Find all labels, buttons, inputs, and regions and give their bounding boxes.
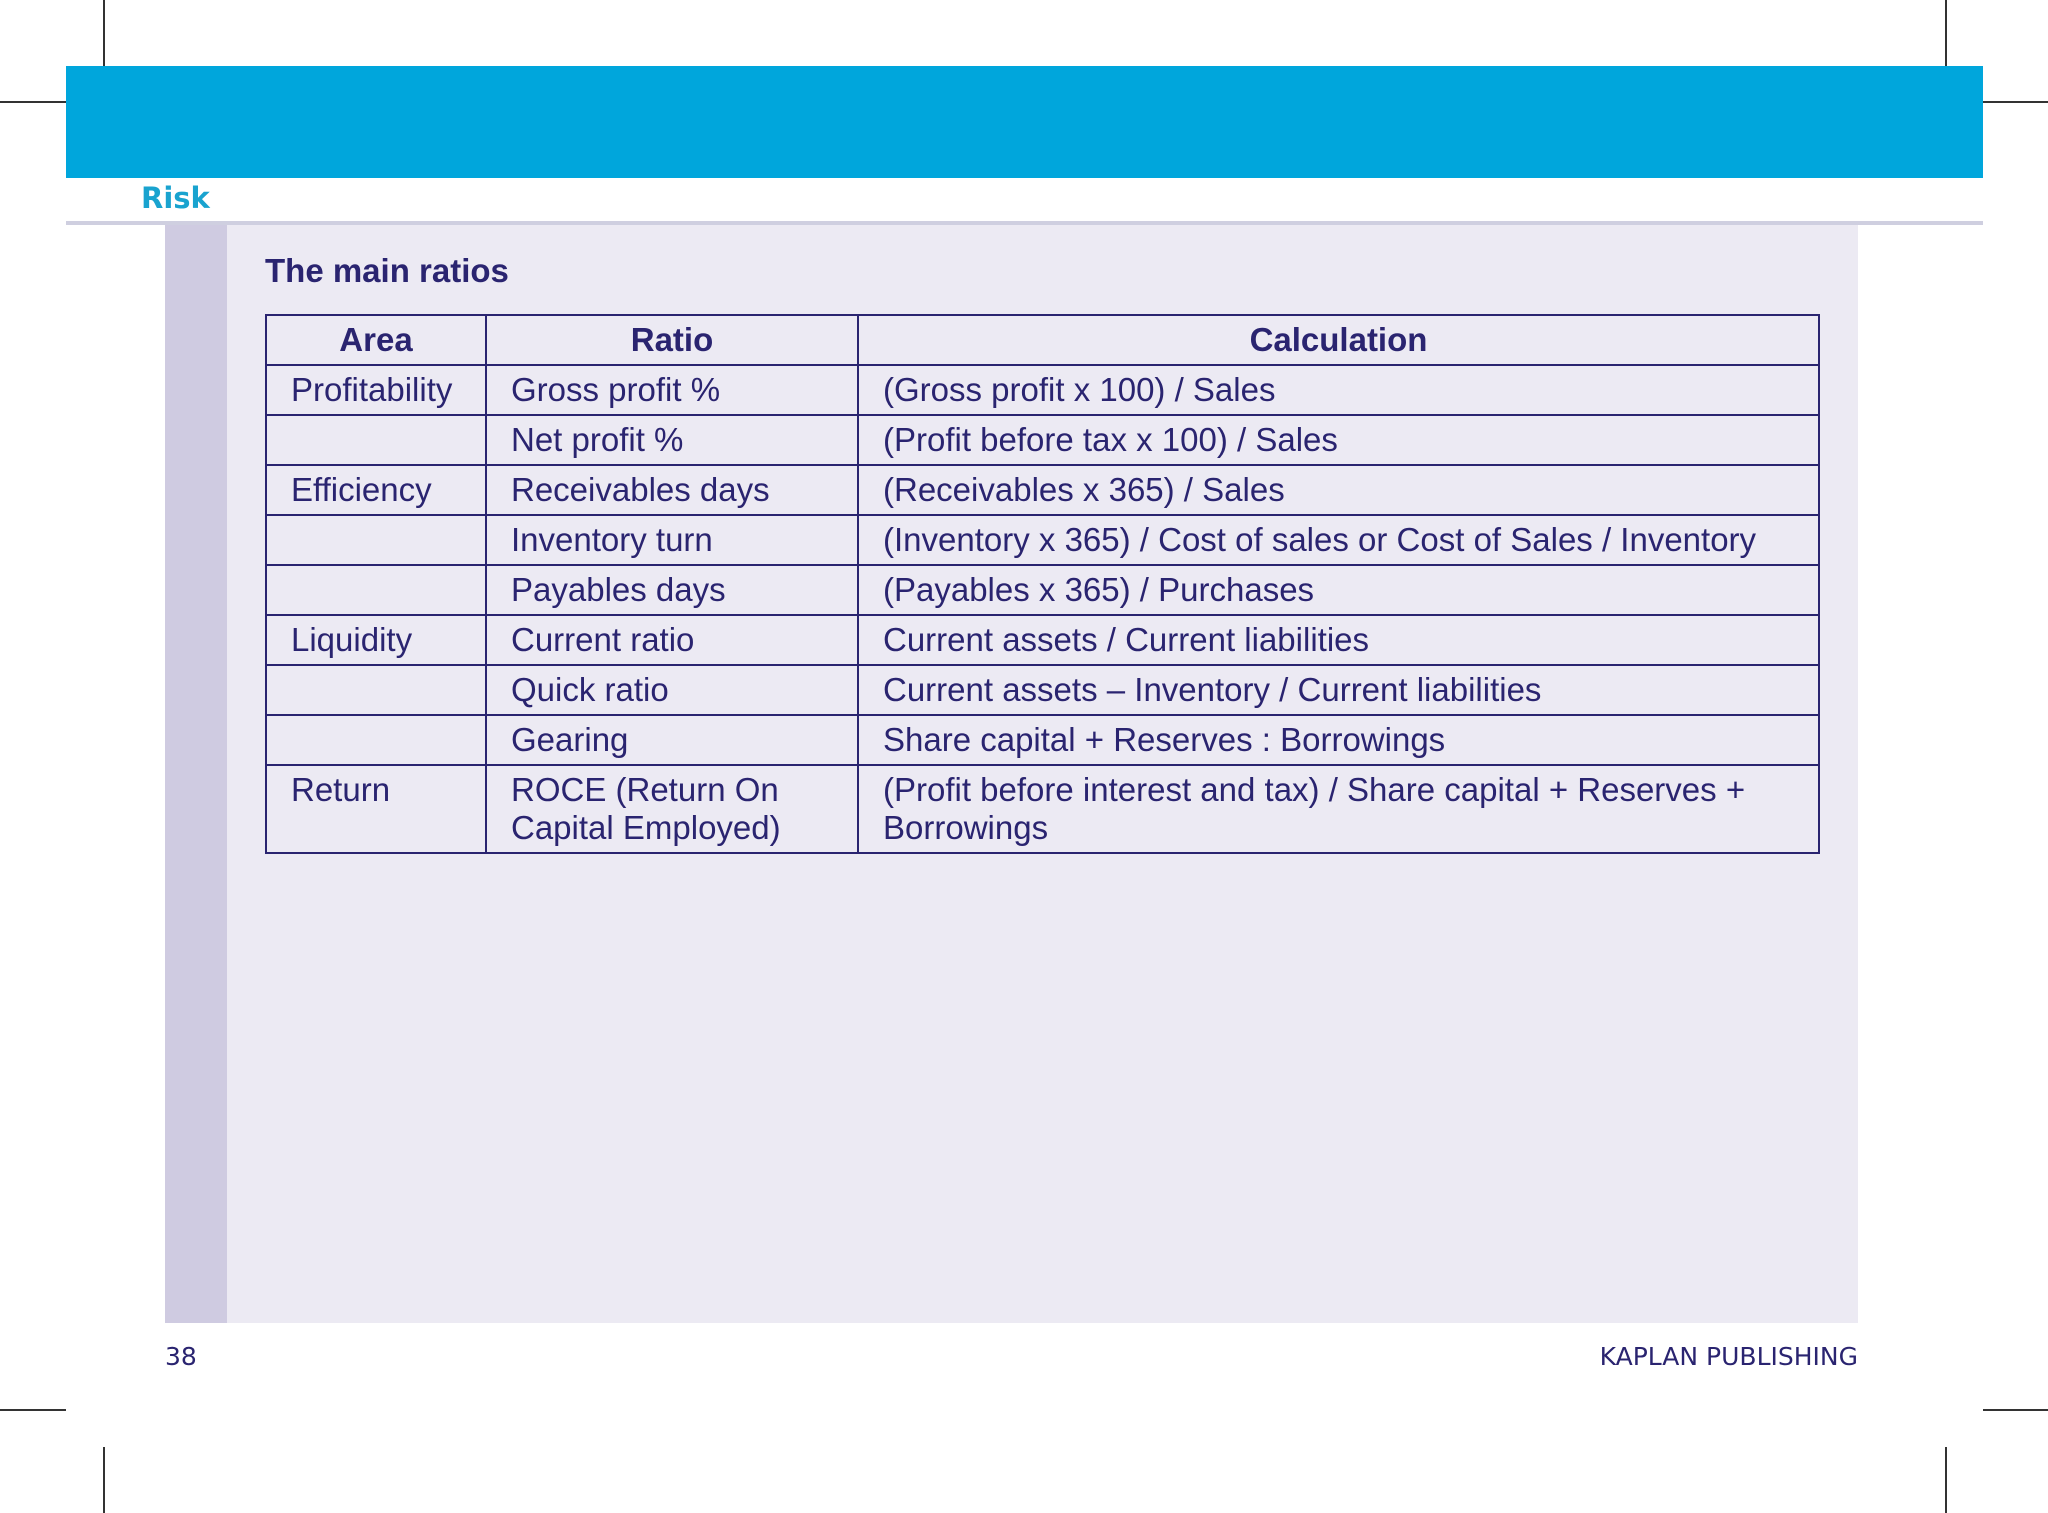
panel-title: The main ratios — [265, 252, 509, 289]
column-header-area: Area — [266, 315, 486, 365]
ratio-cell: Inventory turn — [486, 515, 858, 565]
table-row — [266, 465, 1819, 515]
ratios-table — [265, 314, 1820, 854]
crop-mark-bottom-right-horizontal — [1983, 1409, 2048, 1411]
area-cell — [266, 665, 486, 715]
crop-mark-top-right-vertical — [1945, 0, 1947, 66]
area-cell: Return — [266, 765, 486, 853]
crop-mark-top-left-vertical — [103, 0, 105, 66]
calculation-cell: Current assets – Inventory / Current liabilities — [858, 665, 1819, 715]
ratio-cell: Receivables days — [486, 465, 858, 515]
crop-mark-bottom-right-vertical — [1945, 1447, 1947, 1513]
ratio-cell: Current ratio — [486, 615, 858, 665]
table-row — [266, 565, 1819, 615]
calculation-cell: Current assets / Current liabilities — [858, 615, 1819, 665]
table-row — [266, 765, 1819, 853]
area-cell — [266, 715, 486, 765]
calculation-cell: (Payables x 365) / Purchases — [858, 565, 1819, 615]
ratio-cell: Payables days — [486, 565, 858, 615]
table-row — [266, 715, 1819, 765]
column-header-calculation: Calculation — [858, 315, 1819, 365]
calculation-cell: Share capital + Reserves : Borrowings — [858, 715, 1819, 765]
table-header-row — [266, 315, 1819, 365]
header-band — [66, 66, 1983, 178]
table-row — [266, 415, 1819, 465]
area-cell — [266, 565, 486, 615]
calculation-cell: (Profit before interest and tax) / Share capital + Reserves + Borrowings — [858, 765, 1819, 853]
area-cell: Liquidity — [266, 615, 486, 665]
ratio-cell: Gearing — [486, 715, 858, 765]
publisher-name: KAPLAN PUBLISHING — [1599, 1342, 1858, 1371]
crop-mark-bottom-left-vertical — [103, 1447, 105, 1513]
area-cell — [266, 515, 486, 565]
calculation-cell: (Inventory x 365) / Cost of sales or Cost of Sales / Inventory — [858, 515, 1819, 565]
panel-side-bar — [165, 225, 227, 1323]
ratio-cell: Net profit % — [486, 415, 858, 465]
ratio-cell: ROCE (Return On Capital Employed) — [486, 765, 858, 853]
page-number: 38 — [165, 1342, 197, 1371]
ratio-cell: Quick ratio — [486, 665, 858, 715]
calculation-cell: (Receivables x 365) / Sales — [858, 465, 1819, 515]
table-row — [266, 365, 1819, 415]
calculation-cell: (Gross profit x 100) / Sales — [858, 365, 1819, 415]
table-row — [266, 665, 1819, 715]
area-cell: Efficiency — [266, 465, 486, 515]
crop-mark-bottom-left-horizontal — [0, 1409, 66, 1411]
section-label: Risk — [141, 181, 210, 215]
table-row — [266, 515, 1819, 565]
area-cell: Profitability — [266, 365, 486, 415]
column-header-ratio: Ratio — [486, 315, 858, 365]
ratio-cell: Gross profit % — [486, 365, 858, 415]
crop-mark-top-right-horizontal — [1983, 101, 2048, 103]
calculation-cell: (Profit before tax x 100) / Sales — [858, 415, 1819, 465]
table-row — [266, 615, 1819, 665]
area-cell — [266, 415, 486, 465]
crop-mark-top-left-horizontal — [0, 101, 66, 103]
